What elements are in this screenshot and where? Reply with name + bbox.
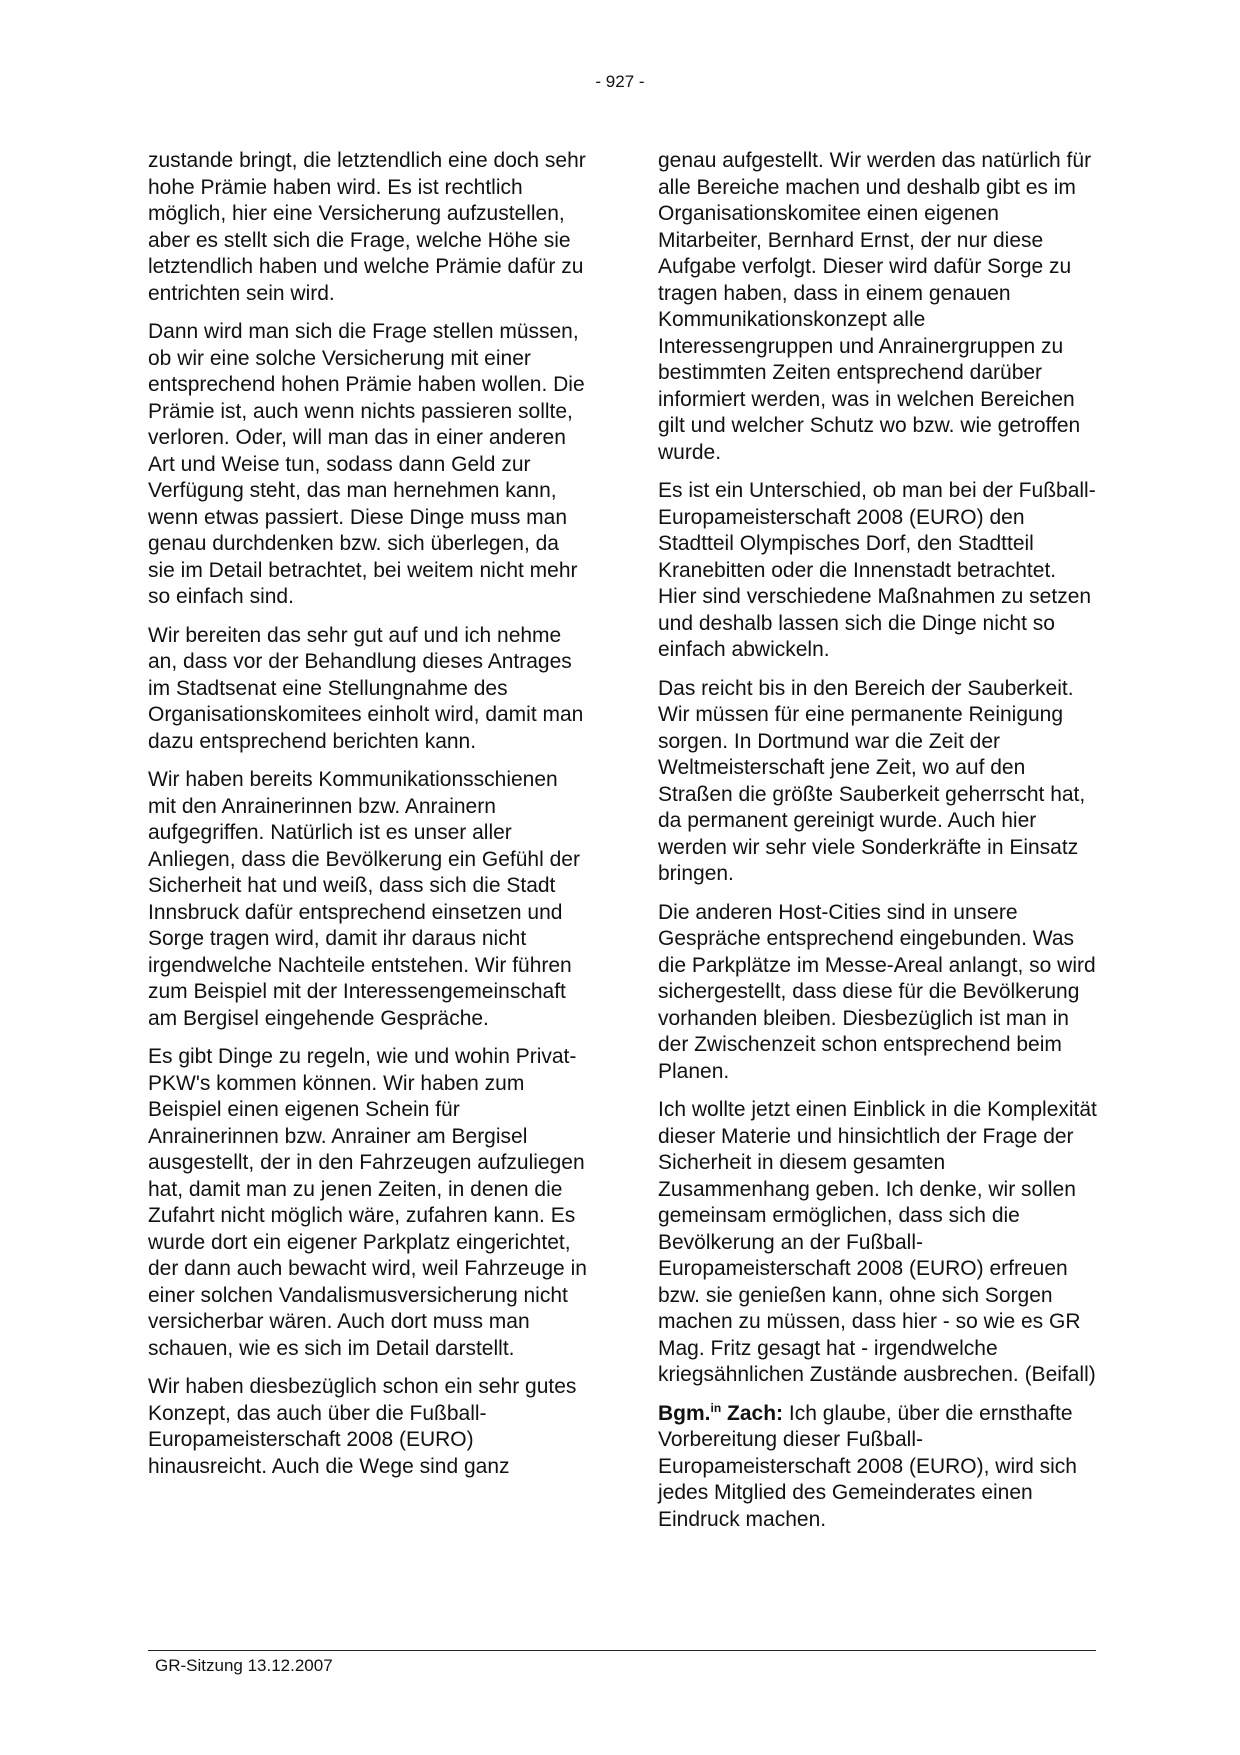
page-number: - 927 - <box>595 72 645 91</box>
paragraph: Wir bereiten das sehr gut auf und ich nehme an, dass vor der Behandlung dieses Antrages im Stadtsenat eine Stellungnahme des Organisationskomitees einholt wird, damit man dazu entsprechend berichten kann. <box>148 623 584 753</box>
paragraph: zustande bringt, die letztendlich eine doch sehr hohe Prämie haben wird. Es ist rechtlich möglich, hier eine Versicherung aufzustellen, aber es stellt sich die Frage, welche Höhe sie letztendlich haben und welche Prämie dafür zu entrichten sein wird. <box>148 149 586 305</box>
footer-session-date: GR-Sitzung 13.12.2007 <box>155 1656 333 1675</box>
speaker-title: Bgm. <box>658 1401 711 1425</box>
paragraph: Es gibt Dinge zu regeln, wie und wohin Privat-PKW's kommen können. Wir haben zum Beispiel einen eigenen Schein für Anrainerinnen bzw. Anrainer am Bergisel ausgestellt, der in den Fahrzeugen aufzuliegen hat, damit man zu jenen Zeiten, in denen die Zufahrt nicht möglich wäre, zufahren kann. Es wurde dort ein eigener Parkplatz eingerichtet, der dann auch bewacht wird, weil Fahrzeuge in einer solchen Vandalismusversicherung nicht versicherbar wären. Auch dort muss man schauen, wie es sich im Detail darstellt. <box>148 1045 587 1360</box>
speech-paragraph <box>658 1401 1098 1534</box>
speaker-label <box>658 1402 783 1425</box>
paragraph: Es ist ein Unterschied, ob man bei der Fußball-Europameisterschaft 2008 (EURO) den Stadtteil Olympisches Dorf, den Stadtteil Kranebitten oder die Innenstadt betrachtet. Hier sind verschiedene Maßnahmen zu setzen und deshalb lassen sich die Dinge nicht so einfach abwickeln. <box>658 479 1096 661</box>
paragraph: genau aufgestellt. Wir werden das natürlich für alle Bereiche machen und deshalb gibt es im Organisationskomitee einen eigenen Mitarbeiter, Bernhard Ernst, der nur diese Aufgabe verfolgt. Dieser wird dafür Sorge zu tragen haben, dass in einem genauen Kommunikationskonzept alle Interessengruppen und Anrainergruppen zu bestimmten Zeiten entsprechend darüber informiert werden, was in welchen Bereichen gilt und welcher Schutz wo bzw. wie getroffen wurde. <box>658 149 1092 464</box>
right-column <box>658 148 1098 1545</box>
speaker-name: Zach: <box>727 1401 784 1425</box>
paragraph: Ich wollte jetzt einen Einblick in die Komplexität dieser Materie und hinsichtlich der Frage der Sicherheit in diesem gesamten Zusammenhang geben. Ich denke, wir sollen gemeinsam ermöglichen, dass sich die Bevölkerung an der Fußball-Europameisterschaft 2008 (EURO) erfreuen bzw. sie genießen kann, ohne sich Sorgen machen zu müssen, dass hier - so wie es GR Mag. Fritz gesagt hat - irgendwelche kriegsähnlichen Zustände ausbrechen. (Beifall) <box>658 1098 1097 1386</box>
speech-text: Ich glaube, über die ernsthafte Vorbereitung dieser Fußball-Europameisterschaft 2008 (EURO), wird sich jedes Mitglied des Gemeinderates einen Eindruck machen. <box>658 1401 1077 1531</box>
paragraph: Wir haben bereits Kommunikationsschienen mit den Anrainerinnen bzw. Anrainern aufgegriffen. Natürlich ist es unser aller Anliegen, dass die Bevölkerung ein Gefühl der Sicherheit hat und weiß, dass sich die Stadt Innsbruck dafür entsprechend einsetzen und Sorge tragen wird, damit ihr daraus nicht irgendwelche Nachteile entstehen. Wir führen zum Beispiel mit der Interessengemeinschaft am Bergisel eingehende Gespräche. <box>148 768 580 1030</box>
speaker-superscript: in <box>710 1400 722 1415</box>
left-column <box>148 148 588 1492</box>
footer-divider <box>148 1650 1096 1651</box>
paragraph: Dann wird man sich die Frage stellen müssen, ob wir eine solche Versicherung mit einer entsprechend hohen Prämie haben wollen. Die Prämie ist, auch wenn nichts passieren sollte, verloren. Oder, will man das in einer anderen Art und Weise tun, sodass dann Geld zur Verfügung steht, das man hernehmen kann, wenn etwas passiert. Diese Dinge muss man genau durchdenken bzw. sich überlegen, da sie im Detail betrachtet, bei weitem nicht mehr so einfach sind. <box>148 320 585 608</box>
paragraph: Wir haben diesbezüglich schon ein sehr gutes Konzept, das auch über die Fußball-Europameisterschaft 2008 (EURO) hinausreicht. Auch die Wege sind ganz <box>148 1375 577 1478</box>
paragraph: Das reicht bis in den Bereich der Sauberkeit. Wir müssen für eine permanente Reinigung sorgen. In Dortmund war die Zeit der Weltmeisterschaft jene Zeit, wo auf den Straßen die größte Sauberkeit geherrscht hat, da permanent gereinigt wurde. Auch hier werden wir sehr viele Sonderkräfte in Einsatz bringen. <box>658 676 1086 885</box>
paragraph: Die anderen Host-Cities sind in unsere Gespräche entsprechend eingebunden. Was die Parkplätze im Messe-Areal anlangt, so wird sichergestellt, dass diese für die Bevölkerung vorhanden bleiben. Diesbezüglich ist man in der Zwischenzeit schon entsprechend beim Planen. <box>658 900 1096 1083</box>
